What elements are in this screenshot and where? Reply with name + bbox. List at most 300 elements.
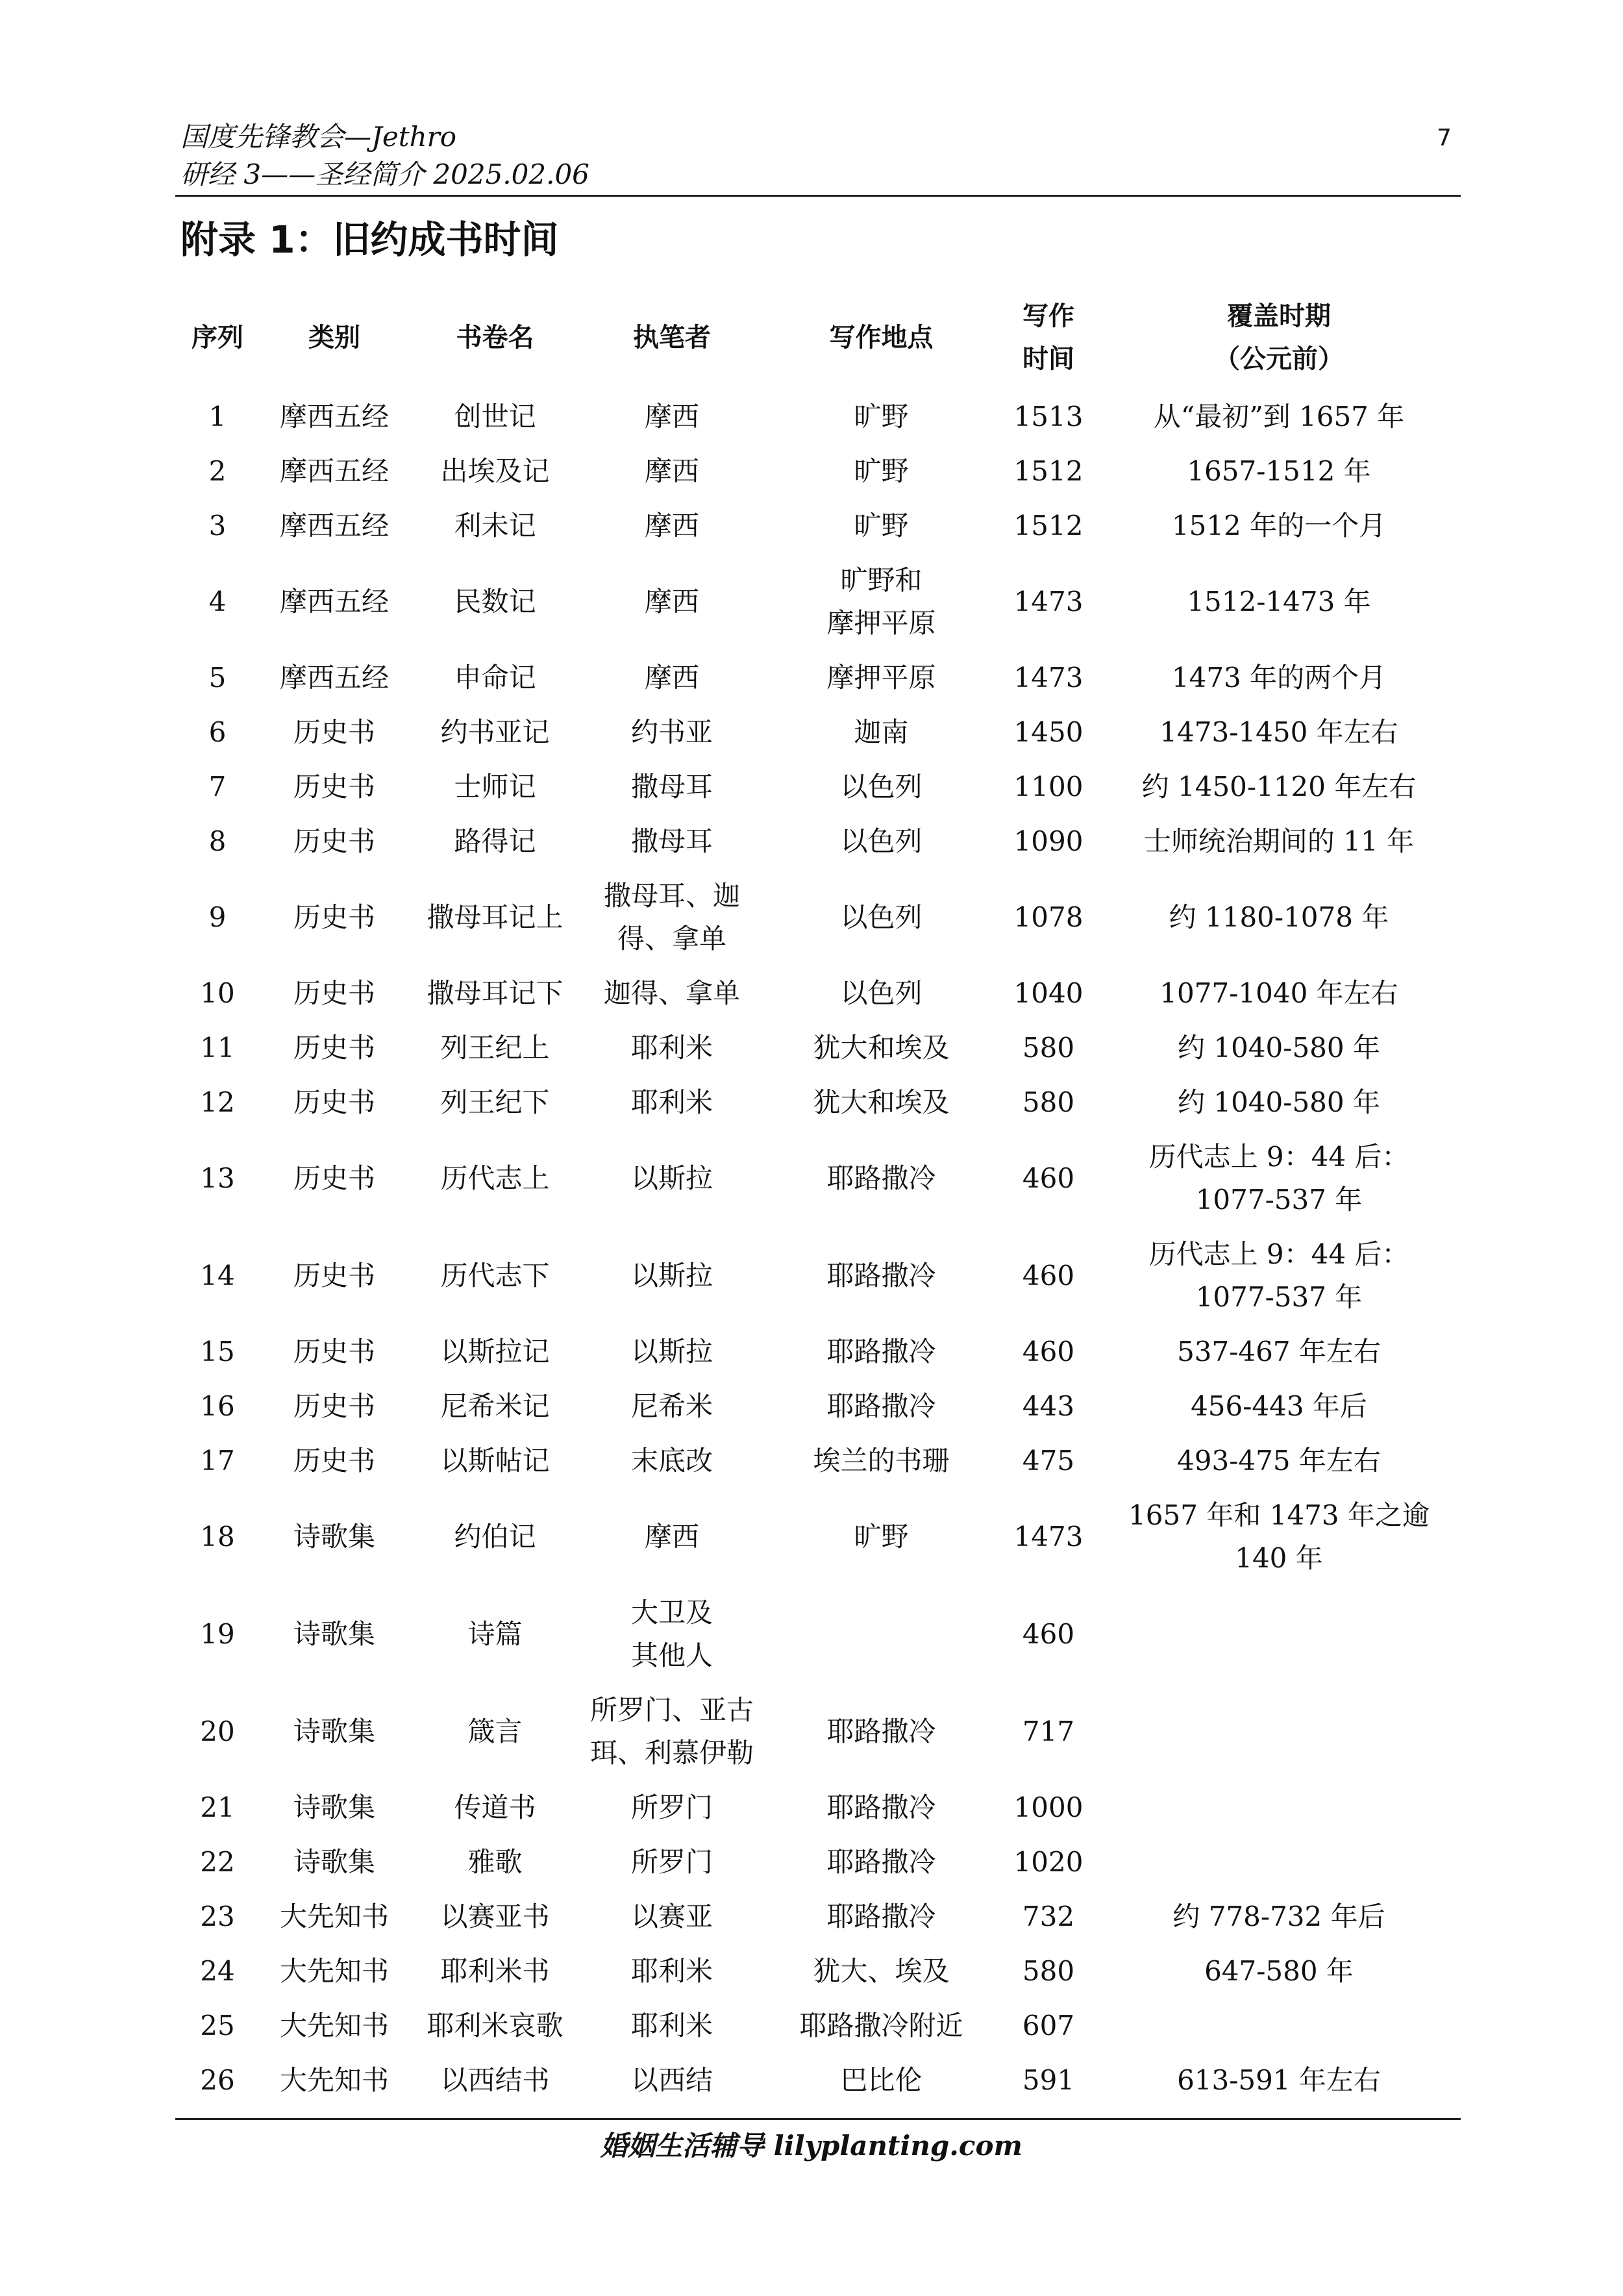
category-cell: 大先知书 bbox=[279, 1955, 389, 1987]
cell-text: 得、拿单 bbox=[617, 923, 726, 955]
author-cell bbox=[581, 1683, 763, 1780]
author-cell bbox=[581, 1999, 763, 2053]
cell-text: 1077-1040 年左右 bbox=[1159, 977, 1398, 1009]
author-cell bbox=[581, 1130, 763, 1227]
place-cell bbox=[763, 760, 1000, 814]
period-cell bbox=[1097, 1586, 1461, 1683]
cell-text: 耶路撒冷 bbox=[826, 1716, 936, 1747]
row-number: 1 bbox=[208, 401, 227, 432]
cell-text: 1077-537 年 bbox=[1195, 1184, 1363, 1216]
year-cell: 1000 bbox=[1013, 1791, 1084, 1823]
cell-text: 耶路撒冷 bbox=[826, 1390, 936, 1422]
table-row bbox=[175, 1999, 1461, 2053]
book-cell: 申命记 bbox=[454, 662, 536, 693]
book-cell: 路得记 bbox=[454, 825, 536, 857]
table-row bbox=[175, 2053, 1461, 2108]
cell-text: 约 1040-580 年 bbox=[1178, 1086, 1380, 1118]
book-cell: 约伯记 bbox=[454, 1521, 536, 1553]
row-number: 21 bbox=[200, 1791, 235, 1823]
cell-text: 以色列 bbox=[840, 825, 923, 857]
year-cell: 591 bbox=[1022, 2064, 1075, 2096]
column-header bbox=[409, 286, 581, 390]
table-row bbox=[175, 1325, 1461, 1379]
book-cell: 约书亚记 bbox=[440, 716, 550, 748]
table-row bbox=[175, 1227, 1461, 1325]
place-cell bbox=[763, 651, 1000, 705]
book-cell: 撒母耳记上 bbox=[427, 901, 564, 933]
row-number: 22 bbox=[200, 1846, 235, 1878]
year-cell: 1473 bbox=[1013, 586, 1084, 618]
category-cell: 历史书 bbox=[293, 1086, 375, 1118]
table-row bbox=[175, 705, 1461, 760]
cell-text: 耶利米 bbox=[630, 1086, 713, 1118]
author-cell bbox=[581, 1021, 763, 1075]
place-cell bbox=[763, 1944, 1000, 1999]
year-cell: 1473 bbox=[1013, 1521, 1084, 1553]
book-cell: 列王纪上 bbox=[440, 1032, 550, 1064]
book-cell: 诗篇 bbox=[467, 1618, 523, 1650]
author-cell bbox=[581, 814, 763, 869]
book-cell: 箴言 bbox=[467, 1716, 523, 1747]
table-row bbox=[175, 651, 1461, 705]
category-cell: 摩西五经 bbox=[279, 510, 389, 542]
category-cell: 历史书 bbox=[293, 1162, 375, 1194]
author-cell bbox=[581, 553, 763, 651]
year-cell: 1020 bbox=[1013, 1846, 1084, 1878]
column-header-text: 覆盖时期 bbox=[1227, 301, 1331, 331]
row-number: 5 bbox=[208, 662, 227, 693]
cell-text: 大卫及 bbox=[630, 1597, 713, 1628]
place-cell bbox=[763, 966, 1000, 1021]
cell-text: 摩西 bbox=[644, 1521, 699, 1553]
year-cell: 475 bbox=[1022, 1445, 1075, 1477]
cell-text: 1077-537 年 bbox=[1195, 1281, 1363, 1313]
table-row bbox=[175, 1434, 1461, 1488]
row-number: 10 bbox=[200, 977, 235, 1009]
table-row bbox=[175, 1835, 1461, 1890]
year-cell: 443 bbox=[1022, 1390, 1075, 1422]
cell-text: 1657-1512 年 bbox=[1187, 455, 1371, 487]
cell-text: 耶路撒冷 bbox=[826, 1791, 936, 1823]
row-number: 12 bbox=[200, 1086, 235, 1118]
cell-text: 撒母耳 bbox=[630, 771, 713, 803]
place-cell bbox=[763, 869, 1000, 966]
cell-text: 摩西 bbox=[644, 510, 699, 542]
footer-divider bbox=[175, 2118, 1461, 2120]
page-title: 附录 1：旧约成书时间 bbox=[180, 218, 559, 262]
place-cell bbox=[763, 1780, 1000, 1835]
cell-text: 613-591 年左右 bbox=[1177, 2064, 1381, 2096]
row-number: 15 bbox=[200, 1336, 235, 1367]
period-cell bbox=[1097, 1488, 1461, 1586]
cell-text: 约 1450-1120 年左右 bbox=[1141, 771, 1417, 803]
cell-text: 历代志上 9：44 后： bbox=[1148, 1141, 1409, 1173]
category-cell: 历史书 bbox=[293, 1336, 375, 1367]
author-cell bbox=[581, 1944, 763, 1999]
category-cell: 摩西五经 bbox=[279, 401, 389, 432]
period-cell bbox=[1097, 553, 1461, 651]
cell-text: 摩押平原 bbox=[826, 607, 936, 639]
column-header bbox=[763, 286, 1000, 390]
cell-text: 摩西 bbox=[644, 455, 699, 487]
header-church-name: 国度先锋教会—Jethro bbox=[180, 121, 456, 153]
row-number: 16 bbox=[200, 1390, 235, 1422]
table-row bbox=[175, 390, 1461, 444]
book-cell: 士师记 bbox=[454, 771, 536, 803]
category-cell: 历史书 bbox=[293, 1390, 375, 1422]
row-number: 18 bbox=[200, 1521, 235, 1553]
table-row bbox=[175, 966, 1461, 1021]
period-cell bbox=[1097, 814, 1461, 869]
table-row bbox=[175, 1075, 1461, 1130]
cell-text: 撒母耳 bbox=[630, 825, 713, 857]
category-cell: 诗歌集 bbox=[293, 1618, 375, 1650]
author-cell bbox=[581, 1075, 763, 1130]
year-cell: 460 bbox=[1022, 1618, 1075, 1650]
table-row bbox=[175, 1780, 1461, 1835]
place-cell bbox=[763, 1075, 1000, 1130]
period-cell bbox=[1097, 1227, 1461, 1325]
cell-text: 1657 年和 1473 年之逾 bbox=[1128, 1499, 1430, 1531]
column-header-text: 序列 bbox=[192, 323, 243, 353]
year-cell: 1512 bbox=[1013, 510, 1084, 542]
author-cell bbox=[581, 705, 763, 760]
table-row bbox=[175, 1586, 1461, 1683]
category-cell: 历史书 bbox=[293, 1445, 375, 1477]
year-cell: 580 bbox=[1022, 1955, 1075, 1987]
book-cell: 耶利米哀歌 bbox=[427, 2010, 564, 2041]
cell-text: 所罗门 bbox=[630, 1791, 713, 1823]
cell-text: 耶路撒冷 bbox=[826, 1260, 936, 1292]
table-row bbox=[175, 1890, 1461, 1944]
year-cell: 607 bbox=[1022, 2010, 1075, 2041]
cell-text: 旷野 bbox=[854, 510, 909, 542]
author-cell bbox=[581, 1586, 763, 1683]
year-cell: 580 bbox=[1022, 1032, 1075, 1064]
row-number: 6 bbox=[208, 716, 227, 748]
place-cell bbox=[763, 553, 1000, 651]
cell-text: 珥、利慕伊勒 bbox=[589, 1737, 754, 1769]
place-cell bbox=[763, 499, 1000, 553]
category-cell: 大先知书 bbox=[279, 1901, 389, 1932]
period-cell bbox=[1097, 1434, 1461, 1488]
table-row bbox=[175, 1944, 1461, 1999]
cell-text: 从“最初”到 1657 年 bbox=[1153, 401, 1405, 432]
cell-text: 约 1180-1078 年 bbox=[1169, 901, 1389, 933]
book-cell: 以斯帖记 bbox=[440, 1445, 550, 1477]
cell-text: 旷野 bbox=[854, 455, 909, 487]
row-number: 13 bbox=[200, 1162, 235, 1194]
cell-text: 撒母耳、迦 bbox=[603, 880, 740, 912]
period-cell bbox=[1097, 1075, 1461, 1130]
author-cell bbox=[581, 869, 763, 966]
author-cell bbox=[581, 966, 763, 1021]
column-header-text: 时间 bbox=[1022, 344, 1074, 374]
category-cell: 摩西五经 bbox=[279, 455, 389, 487]
table-row bbox=[175, 1379, 1461, 1434]
row-number: 2 bbox=[208, 455, 227, 487]
category-cell: 历史书 bbox=[293, 716, 375, 748]
book-cell: 尼希米记 bbox=[440, 1390, 550, 1422]
cell-text: 以斯拉 bbox=[630, 1260, 713, 1292]
row-number: 26 bbox=[200, 2064, 235, 2096]
footer-text: 婚姻生活辅导 lilyplanting.com bbox=[601, 2130, 1022, 2162]
row-number: 7 bbox=[208, 771, 227, 803]
cell-text: 其他人 bbox=[630, 1640, 713, 1671]
cell-text: 647-580 年 bbox=[1204, 1955, 1354, 1987]
cell-text: 犹大和埃及 bbox=[813, 1086, 950, 1118]
year-cell: 1450 bbox=[1013, 716, 1084, 748]
table-header-row bbox=[175, 286, 1461, 390]
row-number: 25 bbox=[200, 2010, 235, 2041]
place-cell bbox=[763, 390, 1000, 444]
column-header-text: 写作 bbox=[1022, 301, 1074, 331]
table-row bbox=[175, 1683, 1461, 1780]
year-cell: 1090 bbox=[1013, 825, 1084, 857]
book-cell: 耶利米书 bbox=[440, 1955, 550, 1987]
column-header-text: 写作地点 bbox=[829, 323, 934, 353]
place-cell bbox=[763, 444, 1000, 499]
author-cell bbox=[581, 1780, 763, 1835]
cell-text: 摩西 bbox=[644, 586, 699, 618]
year-cell: 1100 bbox=[1013, 771, 1084, 803]
cell-text: 摩押平原 bbox=[826, 662, 936, 693]
row-number: 11 bbox=[200, 1032, 235, 1064]
cell-text: 士师统治期间的 11 年 bbox=[1143, 825, 1415, 857]
old-testament-table bbox=[175, 286, 1461, 2108]
cell-text: 耶利米 bbox=[630, 1955, 713, 1987]
row-number: 19 bbox=[200, 1618, 235, 1650]
cell-text: 以西结 bbox=[630, 2064, 713, 2096]
category-cell: 大先知书 bbox=[279, 2010, 389, 2041]
author-cell bbox=[581, 1434, 763, 1488]
cell-text: 140 年 bbox=[1235, 1542, 1323, 1574]
place-cell bbox=[763, 1488, 1000, 1586]
column-header-text: 执笔者 bbox=[633, 323, 711, 353]
cell-text: 约 778-732 年后 bbox=[1172, 1901, 1385, 1932]
category-cell: 历史书 bbox=[293, 825, 375, 857]
author-cell bbox=[581, 499, 763, 553]
category-cell: 诗歌集 bbox=[293, 1716, 375, 1747]
place-cell bbox=[763, 1835, 1000, 1890]
period-cell bbox=[1097, 1021, 1461, 1075]
year-cell: 580 bbox=[1022, 1086, 1075, 1118]
period-cell bbox=[1097, 1325, 1461, 1379]
author-cell bbox=[581, 390, 763, 444]
row-number: 23 bbox=[200, 1901, 235, 1932]
table-row bbox=[175, 1488, 1461, 1586]
cell-text: 所罗门 bbox=[630, 1846, 713, 1878]
cell-text: 耶路撒冷 bbox=[826, 1901, 936, 1932]
row-number: 3 bbox=[208, 510, 227, 542]
cell-text: 以赛亚 bbox=[630, 1901, 713, 1932]
category-cell: 大先知书 bbox=[279, 2064, 389, 2096]
period-cell bbox=[1097, 1780, 1461, 1835]
period-cell bbox=[1097, 390, 1461, 444]
year-cell: 460 bbox=[1022, 1260, 1075, 1292]
author-cell bbox=[581, 2053, 763, 2108]
year-cell: 1040 bbox=[1013, 977, 1084, 1009]
cell-text: 1512-1473 年 bbox=[1187, 586, 1371, 618]
cell-text: 迦南 bbox=[854, 716, 909, 748]
cell-text: 以斯拉 bbox=[630, 1336, 713, 1367]
cell-text: 以斯拉 bbox=[630, 1162, 713, 1194]
header-divider bbox=[175, 195, 1461, 197]
author-cell bbox=[581, 1890, 763, 1944]
cell-text: 旷野 bbox=[854, 401, 909, 432]
category-cell: 历史书 bbox=[293, 901, 375, 933]
column-header-text: 类别 bbox=[308, 323, 360, 353]
column-header bbox=[581, 286, 763, 390]
book-cell: 以西结书 bbox=[440, 2064, 550, 2096]
place-cell bbox=[763, 1434, 1000, 1488]
table-row bbox=[175, 869, 1461, 966]
book-cell: 历代志下 bbox=[440, 1260, 550, 1292]
table-body bbox=[175, 390, 1461, 2108]
cell-text: 末底改 bbox=[630, 1445, 713, 1477]
cell-text: 耶路撒冷 bbox=[826, 1846, 936, 1878]
period-cell bbox=[1097, 760, 1461, 814]
row-number: 9 bbox=[208, 901, 227, 933]
column-header bbox=[260, 286, 409, 390]
period-cell bbox=[1097, 1890, 1461, 1944]
cell-text: 巴比伦 bbox=[840, 2064, 923, 2096]
book-cell: 雅歌 bbox=[467, 1846, 523, 1878]
author-cell bbox=[581, 444, 763, 499]
row-number: 24 bbox=[200, 1955, 235, 1987]
book-cell: 利未记 bbox=[454, 510, 536, 542]
year-cell: 717 bbox=[1022, 1716, 1075, 1747]
cell-text: 尼希米 bbox=[630, 1390, 713, 1422]
category-cell: 诗歌集 bbox=[293, 1846, 375, 1878]
cell-text: 1473-1450 年左右 bbox=[1159, 716, 1398, 748]
period-cell bbox=[1097, 1835, 1461, 1890]
period-cell bbox=[1097, 1683, 1461, 1780]
cell-text: 约 1040-580 年 bbox=[1178, 1032, 1380, 1064]
column-header bbox=[1000, 286, 1097, 390]
period-cell bbox=[1097, 966, 1461, 1021]
author-cell bbox=[581, 1488, 763, 1586]
table-row bbox=[175, 444, 1461, 499]
period-cell bbox=[1097, 444, 1461, 499]
period-cell bbox=[1097, 1130, 1461, 1227]
year-cell: 460 bbox=[1022, 1162, 1075, 1194]
author-cell bbox=[581, 760, 763, 814]
book-cell: 以斯拉记 bbox=[440, 1336, 550, 1367]
author-cell bbox=[581, 1379, 763, 1434]
period-cell bbox=[1097, 1944, 1461, 1999]
column-header-text: （公元前） bbox=[1214, 344, 1344, 374]
column-header bbox=[175, 286, 260, 390]
book-cell: 出埃及记 bbox=[440, 455, 550, 487]
book-cell: 撒母耳记下 bbox=[427, 977, 564, 1009]
place-cell bbox=[763, 1227, 1000, 1325]
cell-text: 历代志上 9：44 后： bbox=[1148, 1238, 1409, 1270]
place-cell bbox=[763, 814, 1000, 869]
cell-text: 约书亚 bbox=[630, 716, 713, 748]
book-cell: 列王纪下 bbox=[440, 1086, 550, 1118]
category-cell: 历史书 bbox=[293, 771, 375, 803]
year-cell: 1473 bbox=[1013, 662, 1084, 693]
cell-text: 耶利米 bbox=[630, 2010, 713, 2041]
table-row bbox=[175, 1021, 1461, 1075]
period-cell bbox=[1097, 651, 1461, 705]
cell-text: 摩西 bbox=[644, 662, 699, 693]
period-cell bbox=[1097, 1999, 1461, 2053]
cell-text: 456-443 年后 bbox=[1191, 1390, 1367, 1422]
place-cell bbox=[763, 1586, 1000, 1683]
place-cell bbox=[763, 1325, 1000, 1379]
place-cell bbox=[763, 1890, 1000, 1944]
row-number: 4 bbox=[208, 586, 227, 618]
author-cell bbox=[581, 1227, 763, 1325]
author-cell bbox=[581, 651, 763, 705]
cell-text: 以色列 bbox=[840, 901, 923, 933]
place-cell bbox=[763, 1130, 1000, 1227]
cell-text: 旷野和 bbox=[840, 564, 923, 596]
book-cell: 民数记 bbox=[454, 586, 536, 618]
cell-text: 耶利米 bbox=[630, 1032, 713, 1064]
book-cell: 创世记 bbox=[454, 401, 536, 432]
cell-text: 耶路撒冷 bbox=[826, 1162, 936, 1194]
period-cell bbox=[1097, 869, 1461, 966]
category-cell: 诗歌集 bbox=[293, 1521, 375, 1553]
cell-text: 埃兰的书珊 bbox=[813, 1445, 950, 1477]
place-cell bbox=[763, 1021, 1000, 1075]
book-cell: 传道书 bbox=[454, 1791, 536, 1823]
category-cell: 诗歌集 bbox=[293, 1791, 375, 1823]
page-number: 7 bbox=[1437, 125, 1452, 151]
cell-text: 犹大、埃及 bbox=[813, 1955, 950, 1987]
row-number: 17 bbox=[200, 1445, 235, 1477]
place-cell bbox=[763, 2053, 1000, 2108]
book-cell: 历代志上 bbox=[440, 1162, 550, 1194]
category-cell: 历史书 bbox=[293, 1260, 375, 1292]
column-header-text: 书卷名 bbox=[456, 323, 534, 353]
table-row bbox=[175, 499, 1461, 553]
cell-text: 犹大和埃及 bbox=[813, 1032, 950, 1064]
category-cell: 摩西五经 bbox=[279, 662, 389, 693]
period-cell bbox=[1097, 705, 1461, 760]
place-cell bbox=[763, 1683, 1000, 1780]
table-row bbox=[175, 553, 1461, 651]
year-cell: 1513 bbox=[1013, 401, 1084, 432]
year-cell: 1078 bbox=[1013, 901, 1084, 933]
cell-text: 耶路撒冷附近 bbox=[799, 2010, 963, 2041]
place-cell bbox=[763, 1379, 1000, 1434]
period-cell bbox=[1097, 499, 1461, 553]
period-cell bbox=[1097, 1379, 1461, 1434]
cell-text: 旷野 bbox=[854, 1521, 909, 1553]
book-cell: 以赛亚书 bbox=[440, 1901, 550, 1932]
author-cell bbox=[581, 1835, 763, 1890]
category-cell: 摩西五经 bbox=[279, 586, 389, 618]
cell-text: 迦得、拿单 bbox=[603, 977, 740, 1009]
cell-text: 所罗门、亚古 bbox=[589, 1694, 754, 1726]
cell-text: 493-475 年左右 bbox=[1177, 1445, 1381, 1477]
author-cell bbox=[581, 1325, 763, 1379]
table-row bbox=[175, 814, 1461, 869]
year-cell: 1512 bbox=[1013, 455, 1084, 487]
category-cell: 历史书 bbox=[293, 977, 375, 1009]
cell-text: 以色列 bbox=[840, 977, 923, 1009]
cell-text: 耶路撒冷 bbox=[826, 1336, 936, 1367]
cell-text: 以色列 bbox=[840, 771, 923, 803]
year-cell: 732 bbox=[1022, 1901, 1075, 1932]
cell-text: 537-467 年左右 bbox=[1177, 1336, 1381, 1367]
table-row bbox=[175, 1130, 1461, 1227]
row-number: 14 bbox=[200, 1260, 235, 1292]
